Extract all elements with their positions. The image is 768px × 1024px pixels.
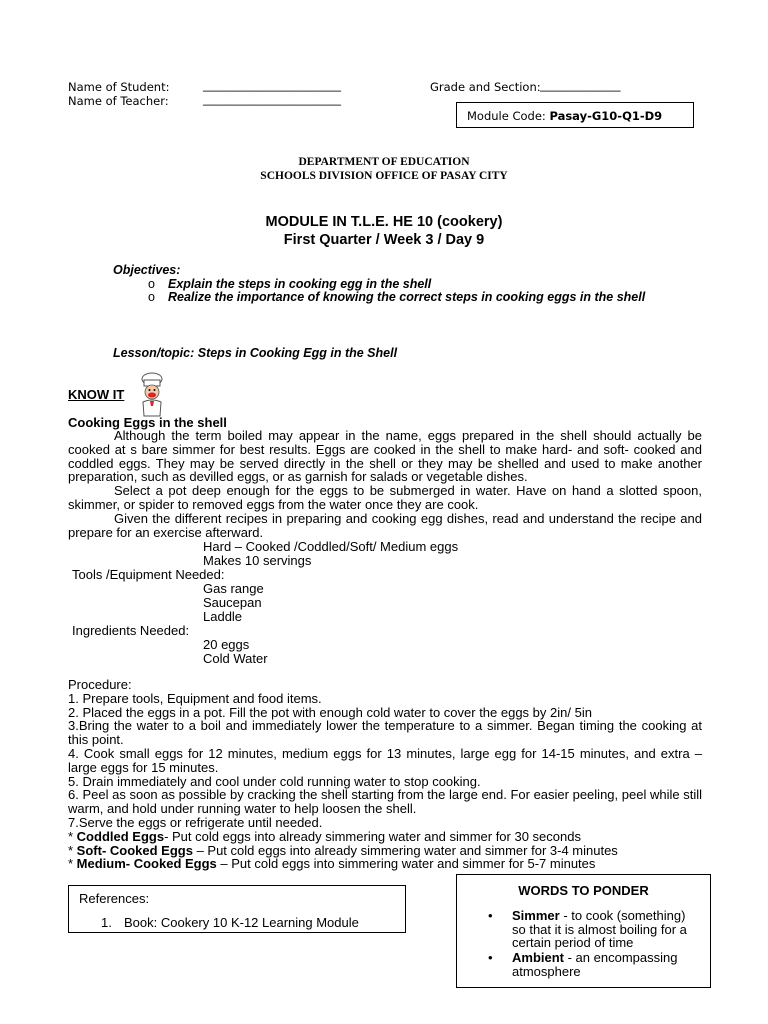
variant-prefix: * bbox=[68, 842, 77, 858]
bullet-marker: o bbox=[148, 290, 155, 304]
bullet-marker: o bbox=[148, 277, 155, 291]
grade-section-blank[interactable]: ______________ bbox=[540, 78, 621, 92]
tool-item: Gas range bbox=[203, 581, 264, 596]
ingredient-item: 20 eggs bbox=[203, 637, 250, 652]
procedure-section bbox=[68, 678, 702, 871]
paragraph: Select a pot deep enough for the eggs to be submerged in water. Have on hand a slotted spoon, skimmer, or spider to removed eggs from the water once they are cook. bbox=[68, 483, 702, 512]
variant-prefix: * bbox=[68, 856, 77, 872]
egg-variant bbox=[68, 844, 702, 858]
tool-item: Saucepan bbox=[203, 595, 262, 610]
bullet-icon: • bbox=[488, 950, 493, 965]
procedure-step: 2. Placed the eggs in a pot. Fill the pot with enough cold water to cover the eggs by 2in/ 5in bbox=[68, 704, 592, 720]
procedure-step: 1. Prepare tools, Equipment and food items. bbox=[68, 690, 322, 706]
intro-paragraph bbox=[68, 429, 702, 539]
department-name: DEPARTMENT OF EDUCATION bbox=[298, 156, 470, 168]
tool-item: Laddle bbox=[203, 609, 243, 624]
objective-text: Realize the importance of knowing the correct steps in cooking eggs in the shell bbox=[168, 290, 646, 304]
variant-term: Coddled Eggs bbox=[76, 828, 165, 844]
variant-term: Soft- Cooked Eggs bbox=[76, 842, 193, 858]
objective-text: Explain the steps in cooking egg in the shell bbox=[168, 277, 432, 291]
tools-heading: Tools /Equipment Needed: bbox=[72, 567, 225, 582]
glossary-term: Simmer bbox=[512, 908, 560, 923]
paragraph: Although the term boiled may appear in the name, eggs prepared in the shell should actually be cooked at s bare simmer for best results. Eggs are cooked in the shell to make hard- and soft- cooked and coddled eggs. They may be served directly in the shell or they may be shelled and used to make another preparation, such as devilled eggs, or as garnish for salads or vegetable dishes. bbox=[68, 428, 702, 485]
procedure-step: 4. Cook small eggs for 12 minutes, medium eggs for 13 minutes, large egg for 14-15 minutes, and extra – large eggs for 15 minutes. bbox=[68, 745, 702, 775]
module-title: MODULE IN T.L.E. HE 10 (cookery) bbox=[265, 214, 503, 230]
words-to-ponder-box bbox=[456, 874, 711, 988]
variant-text: – Put cold eggs into already simmering water and simmer for 3-4 minutes bbox=[192, 842, 618, 858]
objective-item bbox=[148, 290, 702, 305]
recipe-name: Hard – Cooked /Coddled/Soft/ Medium eggs bbox=[203, 539, 459, 554]
glossary-term: Ambient bbox=[512, 950, 564, 965]
lesson-topic: Lesson/topic: Steps in Cooking Egg in the Shell bbox=[113, 346, 398, 360]
glossary-definition: - an encompassing atmosphere bbox=[512, 950, 678, 979]
glossary-item bbox=[488, 908, 702, 951]
words-to-ponder-heading: WORDS TO PONDER bbox=[518, 883, 649, 898]
teacher-name-label: Name of Teacher: bbox=[68, 94, 169, 108]
module-subtitle: First Quarter / Week 3 / Day 9 bbox=[283, 232, 485, 248]
module-code-box bbox=[456, 102, 694, 128]
section-title: Cooking Eggs in the shell bbox=[68, 415, 227, 430]
glossary-definition: - to cook (something) so that it is almost boiling for a certain period of time bbox=[512, 908, 687, 951]
reference-number: 1. bbox=[101, 915, 112, 930]
procedure-step: 5. Drain immediately and cool under cold running water to stop cooking. bbox=[68, 773, 481, 789]
know-it-heading: KNOW IT bbox=[68, 387, 125, 402]
bullet-icon: • bbox=[488, 908, 493, 923]
teacher-name-blank[interactable]: ________________________ bbox=[203, 92, 341, 106]
chef-icon bbox=[133, 372, 171, 418]
procedure-step: 3.Bring the water to a boil and immediately lower the temperature to a simmer. Began timing the cooking at this point. bbox=[68, 718, 702, 748]
paragraph: Given the different recipes in preparing and cooking egg dishes, read and understand the recipe and prepare for an exercise afterward. bbox=[68, 510, 702, 540]
variant-term: Medium- Cooked Eggs bbox=[76, 856, 217, 872]
module-code-label: Module Code: bbox=[467, 109, 546, 123]
procedure-heading: Procedure: bbox=[68, 677, 132, 692]
objective-item bbox=[148, 277, 702, 291]
student-name-blank[interactable]: ________________________ bbox=[203, 78, 341, 92]
egg-variant bbox=[68, 857, 702, 871]
variant-text: - Put cold eggs into already simmering water and simmer for 30 seconds bbox=[164, 828, 581, 844]
recipe-servings: Makes 10 servings bbox=[203, 553, 312, 568]
ingredients-heading: Ingredients Needed: bbox=[72, 623, 190, 638]
glossary-item bbox=[488, 950, 702, 979]
objectives-heading: Objectives: bbox=[113, 263, 181, 277]
module-code-value: Pasay-G10-Q1-D9 bbox=[549, 109, 663, 123]
division-office-name: SCHOOLS DIVISION OFFICE OF PASAY CITY bbox=[260, 170, 508, 182]
references-heading: References: bbox=[79, 891, 150, 906]
egg-variant bbox=[68, 830, 702, 844]
variant-text: – Put cold eggs into simmering water and simmer for 5-7 minutes bbox=[216, 856, 596, 872]
procedure-step: 7.Serve the eggs or refrigerate until needed. bbox=[68, 814, 323, 830]
procedure-step: 6. Peel as soon as possible by cracking the shell starting from the large end. For easier peeling, peel while still warm, and hold under running water to help loosen the shell. bbox=[68, 787, 702, 817]
references-box bbox=[68, 885, 406, 933]
grade-section-label: Grade and Section: bbox=[430, 80, 541, 94]
ingredient-item: Cold Water bbox=[203, 651, 268, 666]
variant-prefix: * bbox=[68, 828, 77, 844]
student-name-label: Name of Student: bbox=[68, 80, 170, 94]
reference-item: Book: Cookery 10 K-12 Learning Module bbox=[124, 915, 359, 930]
